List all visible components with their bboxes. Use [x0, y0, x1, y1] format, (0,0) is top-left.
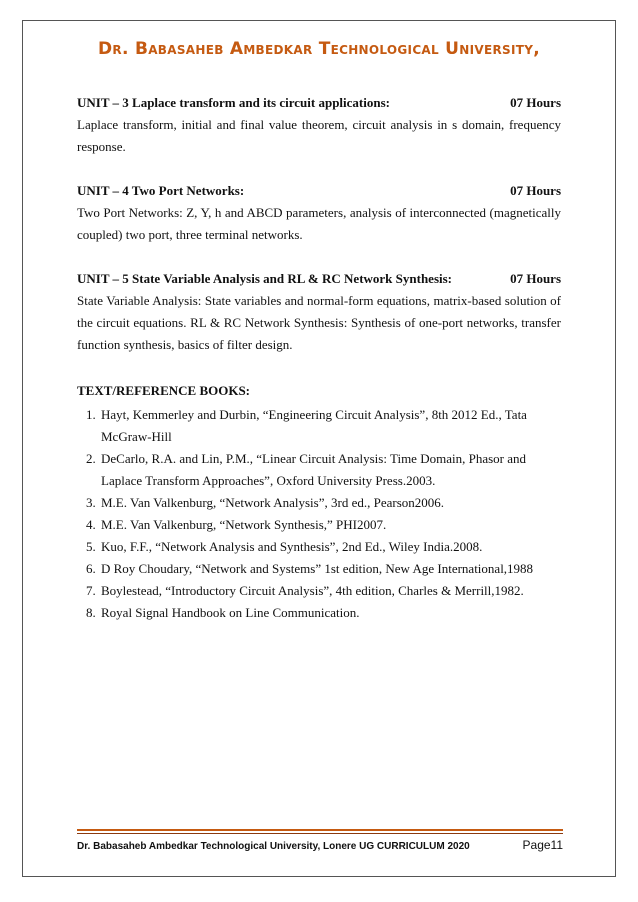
books-heading: TEXT/REFERENCE BOOKS:	[77, 383, 251, 398]
unit-section	[77, 268, 561, 356]
page-number: Page11	[522, 838, 563, 852]
page-footer	[77, 838, 563, 852]
unit-heading	[77, 268, 561, 290]
unit-section	[77, 180, 561, 246]
unit-description: State Variable Analysis: State variables and normal-form equations, matrix-based solution of the circuit equations. RL & RC Network Synthesis: Synthesis of one-port networks, transfer function synthesis, basics of filter design.	[77, 293, 561, 352]
unit-hours: 07 Hours	[510, 183, 561, 198]
book-item: 5. Kuo, F.F., “Network Analysis and Synthesis”, 2nd Ed., Wiley India.2008.	[99, 536, 561, 558]
book-item: 8. Royal Signal Handbook on Line Communication.	[99, 602, 561, 624]
unit-title: UNIT – 3 Laplace transform and its circuit applications:	[77, 95, 390, 110]
unit-section	[77, 92, 561, 158]
book-item: 3. M.E. Van Valkenburg, “Network Analysis”, 3rd ed., Pearson2006.	[99, 492, 561, 514]
unit-hours: 07 Hours	[510, 271, 561, 286]
page-header: Dr. Babasaheb Ambedkar Technological University,	[98, 39, 540, 59]
book-item: 7. Boylestead, “Introductory Circuit Analysis”, 4th edition, Charles & Merrill,1982.	[99, 580, 561, 602]
unit-description: Laplace transform, initial and final value theorem, circuit analysis in s domain, frequency response.	[77, 117, 561, 154]
footer-rule-thin	[77, 833, 563, 834]
page-content	[77, 92, 561, 624]
unit-heading	[77, 92, 561, 114]
book-item: 2. DeCarlo, R.A. and Lin, P.M., “Linear Circuit Analysis: Time Domain, Phasor and Laplace Transform Approaches”, Oxford University Press.2003.	[99, 448, 561, 492]
book-item: 6. D Roy Choudary, “Network and Systems” 1st edition, New Age International,1988	[99, 558, 561, 580]
unit-title: UNIT – 5 State Variable Analysis and RL & RC Network Synthesis:	[77, 271, 453, 286]
footer-rule	[77, 829, 563, 831]
book-item: 1. Hayt, Kemmerley and Durbin, “Engineering Circuit Analysis”, 8th 2012 Ed., Tata McGraw-Hill	[99, 404, 561, 448]
unit-description: Two Port Networks: Z, Y, h and ABCD parameters, analysis of interconnected (magnetically coupled) two port, three terminal networks.	[77, 205, 561, 242]
book-item: 4. M.E. Van Valkenburg, “Network Synthesis,” PHI2007.	[99, 514, 561, 536]
books-list	[77, 404, 561, 624]
unit-hours: 07 Hours	[510, 95, 561, 110]
footer-text: Dr. Babasaheb Ambedkar Technological University, Lonere UG CURRICULUM 2020	[77, 841, 470, 852]
unit-heading	[77, 180, 561, 202]
unit-title: UNIT – 4 Two Port Networks:	[77, 183, 245, 198]
